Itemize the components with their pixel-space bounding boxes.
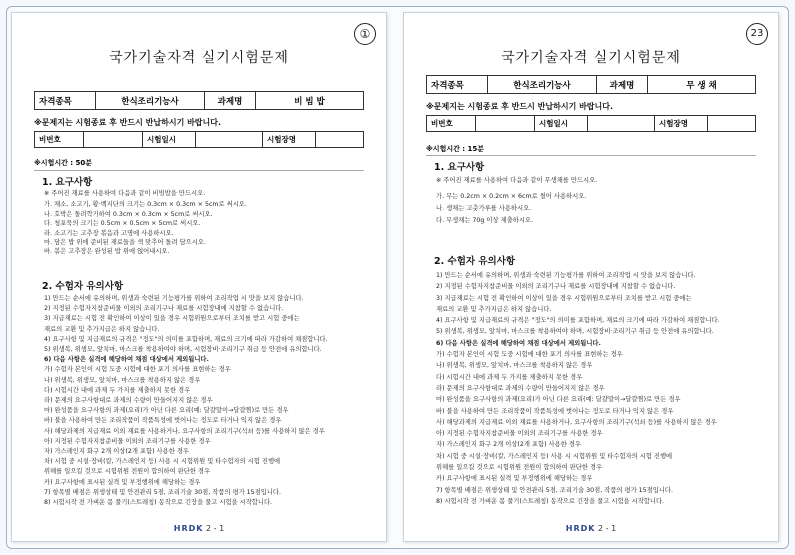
label-exam-date: 시험일시 <box>535 116 588 132</box>
caution-item: 마) 완성품을 요구사항의 과제(요리)가 아닌 다른 요리(예: 달걀말이→달걀찜)로 만든 경우 <box>436 396 681 404</box>
requirements-list <box>436 175 754 227</box>
caution-item: 3) 지급재료는 시험 전 확인하여 이상이 있을 경우 시험위원으로부터 조치를 받고 시험 중에는 <box>436 294 692 302</box>
field-seat-number <box>476 116 535 132</box>
exam-time: ※시험시간 : 15분 <box>426 145 485 153</box>
exam-info-table <box>34 91 364 110</box>
label-qualification: 자격종목 <box>35 92 96 110</box>
value-qualification: 한식조리기능사 <box>488 76 597 94</box>
requirement-item: 나. 호박은 돌려깍기하여 0.3cm × 0.3cm × 5cm로 써시오. <box>44 210 213 218</box>
caution-item: 아) 지정된 수험자지참준비물 이외의 조리기구를 사용한 경우 <box>436 430 603 438</box>
candidate-id-table <box>426 115 756 132</box>
requirement-item: 가. 무는 0.2cm × 0.2cm × 6cm로 썰어 사용하시오. <box>436 193 587 200</box>
value-task: 무 생 채 <box>648 76 756 94</box>
caution-item: 바) 불을 사용하여 만든 조리작품이 작품특성에 벗어나는 정도로 타거나 익지 않은 경우 <box>44 417 282 425</box>
caution-item: 라) 문제의 요구사항대로 과제의 수량이 만들어지지 않은 경우 <box>436 384 605 392</box>
page-number-badge: 23 <box>746 23 768 45</box>
footer-page: 2 - 1 <box>598 524 617 533</box>
caution-item: 4) 요구사항 및 지급재료의 규격은 "정도"의 의미를 포함하며, 재료의 크기에 따라 가감하여 채점합니다. <box>44 335 328 343</box>
caution-item: 8) 시험시작 전 가벼운 몸 풀기(스트레칭) 동작으로 긴장을 풀고 시험을 시작합니다. <box>44 499 273 507</box>
caution-item: 다) 시험시간 내에 과제 두 가지를 제출하지 못한 경우 <box>436 373 583 381</box>
requirements-list <box>44 189 362 257</box>
caution-item: 5) 위생복, 위생모, 앞치마, 마스크를 착용하여야 하며, 시험장비·조리기구 취급 등 안전에 유의합니다. <box>44 346 322 354</box>
caution-item: 차) 시험 중 시설·장비(칼, 가스레인지 등) 사용 시 시험위원 및 타수험자의 시험 진행에 <box>44 458 281 466</box>
caution-item: 재료의 교환 및 추가지급은 하지 않습니다. <box>44 325 160 333</box>
caution-item: 자) 가스레인지 화구 2개 이상(2개 포함) 사용한 경우 <box>44 448 189 456</box>
caution-item: 나) 위생복, 위생모, 앞치마, 마스크를 착용하지 않은 경우 <box>436 362 593 370</box>
caution-item: 마) 완성품을 요구사항의 과제(요리)가 아닌 다른 요리(예: 달걀말이→달걀찜)로 만든 경우 <box>44 407 289 415</box>
requirement-item: ※ 주어진 재료를 사용하여 다음과 같이 비빔밥을 만드시오. <box>44 190 206 197</box>
caution-item: 위해를 일으킬 것으로 시험위원 전원이 합의하여 판단한 경우 <box>436 464 603 472</box>
return-notice: ※문제지는 시험종료 후 반드시 반납하시기 바랍니다. <box>34 118 222 127</box>
requirement-item: 다. 청포묵의 크기는 0.5cm × 0.5cm × 5cm로 써시오. <box>44 220 201 228</box>
requirement-item: 라. 소고기는 고추장 볶음과 고명에 사용하시오. <box>44 229 174 237</box>
caution-item: 가) 수험자 본인이 시험 도중 시험에 대한 포기 의사를 표현하는 경우 <box>436 351 623 359</box>
cautions-heading: 2. 수험자 유의사항 <box>42 281 124 292</box>
return-notice: ※문제지는 시험종료 후 반드시 반납하시기 바랍니다. <box>426 102 614 111</box>
label-seat-number: 비번호 <box>427 116 476 132</box>
label-exam-site: 시험장명 <box>263 132 316 148</box>
caution-item: 5) 위생복, 위생모, 앞치마, 마스크를 착용하여야 하며, 시험장비·조리기구 취급 등 안전에 유의합니다. <box>436 328 714 336</box>
requirement-item: 바. 볶은 고추장은 완성된 밥 위에 얹어내시오. <box>44 248 170 256</box>
divider <box>34 170 364 171</box>
field-exam-site <box>316 132 364 148</box>
sheet-footer <box>404 524 778 533</box>
caution-item: 카) 요구사항에 표시된 실격 및 부정행위에 해당하는 경우 <box>436 475 593 483</box>
requirement-item: 나. 생채는 고춧가루를 사용하시오. <box>436 205 532 212</box>
caution-item: 아) 지정된 수험자지참준비물 이외의 조리기구를 사용한 경우 <box>44 437 211 445</box>
cautions-list <box>436 270 754 507</box>
field-exam-date <box>588 116 655 132</box>
divider <box>426 155 756 156</box>
candidate-id-table <box>34 131 364 148</box>
requirement-item: 다. 무생채는 70g 이상 제출하시오. <box>436 217 534 224</box>
caution-item: 가) 수험자 본인이 시험 도중 시험에 대한 포기 의사를 표현하는 경우 <box>44 366 231 374</box>
caution-item: 사) 해당과제의 지급재료 이외 재료를 사용하거나, 요구사항의 조리기구(석쇠 등)를 사용하지 않은 경우 <box>44 427 325 435</box>
label-task: 과제명 <box>597 76 648 94</box>
exam-info-table <box>426 75 756 94</box>
requirements-heading: 1. 요구사항 <box>42 177 93 188</box>
requirement-item: 가. 채소, 소고기, 황·백지단의 크기는 0.3cm × 0.3cm × 5cm로 써시오. <box>44 201 247 209</box>
caution-item: 카) 요구사항에 표시된 실격 및 부정행위에 해당하는 경우 <box>44 478 201 486</box>
caution-item: 라) 문제의 요구사항대로 과제의 수량이 만들어지지 않은 경우 <box>44 397 213 405</box>
label-task: 과제명 <box>205 92 256 110</box>
requirement-item: 마. 담은 밥 위에 준비된 재료들을 색 맞추어 돌려 담으시오. <box>44 239 206 247</box>
caution-item: 차) 시험 중 시설·장비(칼, 가스레인지 등) 사용 시 시험위원 및 타수험자의 시험 진행에 <box>436 452 673 460</box>
field-exam-date <box>196 132 263 148</box>
caution-item: 바) 불을 사용하여 만든 조리작품이 작품특성에 벗어나는 정도로 타거나 익지 않은 경우 <box>436 407 674 415</box>
caution-item: 1) 만드는 순서에 유의하며, 위생과 숙련된 기능평가를 위하여 조리작업 시 맛을 보지 않습니다. <box>44 295 304 302</box>
hrdk-logo: HRDK <box>173 524 204 533</box>
exam-sheet-left <box>11 12 387 542</box>
label-seat-number: 비번호 <box>35 132 84 148</box>
caution-item: 나) 위생복, 위생모, 앞치마, 마스크를 착용하지 않은 경우 <box>44 376 201 384</box>
cautions-list <box>44 294 362 508</box>
caution-item: 7) 항목별 배점은 위생상태 및 안전관리 5점, 조리기술 30점, 작품의 평가 15점입니다. <box>436 486 674 494</box>
caution-item: 다) 시험시간 내에 과제 두 가지를 제출하지 못한 경우 <box>44 386 191 394</box>
caution-item: 6) 다음 사항은 실격에 해당하여 채점 대상에서 제외됩니다. <box>44 356 209 364</box>
field-seat-number <box>84 132 143 148</box>
sheet-footer <box>12 524 386 533</box>
label-qualification: 자격종목 <box>427 76 488 94</box>
exam-sheet-right <box>403 12 779 542</box>
caution-item: 자) 가스레인지 화구 2개 이상(2개 포함) 사용한 경우 <box>436 441 581 449</box>
label-exam-site: 시험장명 <box>655 116 708 132</box>
requirements-heading: 1. 요구사항 <box>434 162 485 173</box>
hrdk-logo: HRDK <box>565 524 596 533</box>
caution-item: 재료의 교환 및 추가지급은 하지 않습니다. <box>436 305 552 313</box>
sheet-title: 국가기술자격 실기시험문제 <box>501 50 681 66</box>
footer-page: 2 - 1 <box>206 524 225 533</box>
caution-item: 위해를 일으킬 것으로 시험위원 전원이 합의하여 판단한 경우 <box>44 468 211 476</box>
requirement-item: ※ 주어진 재료를 사용하여 다음과 같이 무생채를 만드시오. <box>436 177 598 184</box>
caution-item: 8) 시험시작 전 가벼운 몸 풀기(스트레칭) 동작으로 긴장을 풀고 시험을 시작합니다. <box>436 497 665 505</box>
caution-item: 사) 해당과제의 지급재료 이외 재료를 사용하거나, 요구사항의 조리기구(석쇠 등)를 사용하지 않은 경우 <box>436 418 717 426</box>
caution-item: 7) 항목별 배점은 위생상태 및 안전관리 5점, 조리기술 30점, 작품의 평가 15점입니다. <box>44 488 282 496</box>
caution-item: 6) 다음 사항은 실격에 해당하여 채점 대상에서 제외됩니다. <box>436 339 601 347</box>
caution-item: 4) 요구사항 및 지급재료의 규격은 "정도"의 의미를 포함하며, 재료의 크기에 따라 가감하여 채점합니다. <box>436 317 720 325</box>
page-number-badge: ① <box>354 23 376 45</box>
caution-item: 1) 만드는 순서에 유의하며, 위생과 숙련된 기능평가를 위하여 조리작업 시 맛을 보지 않습니다. <box>436 272 696 279</box>
sheet-title: 국가기술자격 실기시험문제 <box>109 50 289 66</box>
exam-time: ※시험시간 : 50분 <box>34 159 93 167</box>
caution-item: 3) 지급재료는 시험 전 확인하여 이상이 있을 경우 시험위원으로부터 조치를 받고 시험 중에는 <box>44 315 300 323</box>
caution-item: 2) 지정된 수험자지참준비물 이외의 조리기구나 재료를 시험장내에 지참할 수 없습니다. <box>44 305 284 313</box>
value-qualification: 한식조리기능사 <box>96 92 205 110</box>
caution-item: 2) 지정된 수험자지참준비물 이외의 조리기구나 재료를 시험장내에 지참할 수 없습니다. <box>436 283 676 291</box>
label-exam-date: 시험일시 <box>143 132 196 148</box>
cautions-heading: 2. 수험자 유의사항 <box>434 256 516 267</box>
field-exam-site <box>708 116 756 132</box>
value-task: 비 빔 밥 <box>256 92 364 110</box>
